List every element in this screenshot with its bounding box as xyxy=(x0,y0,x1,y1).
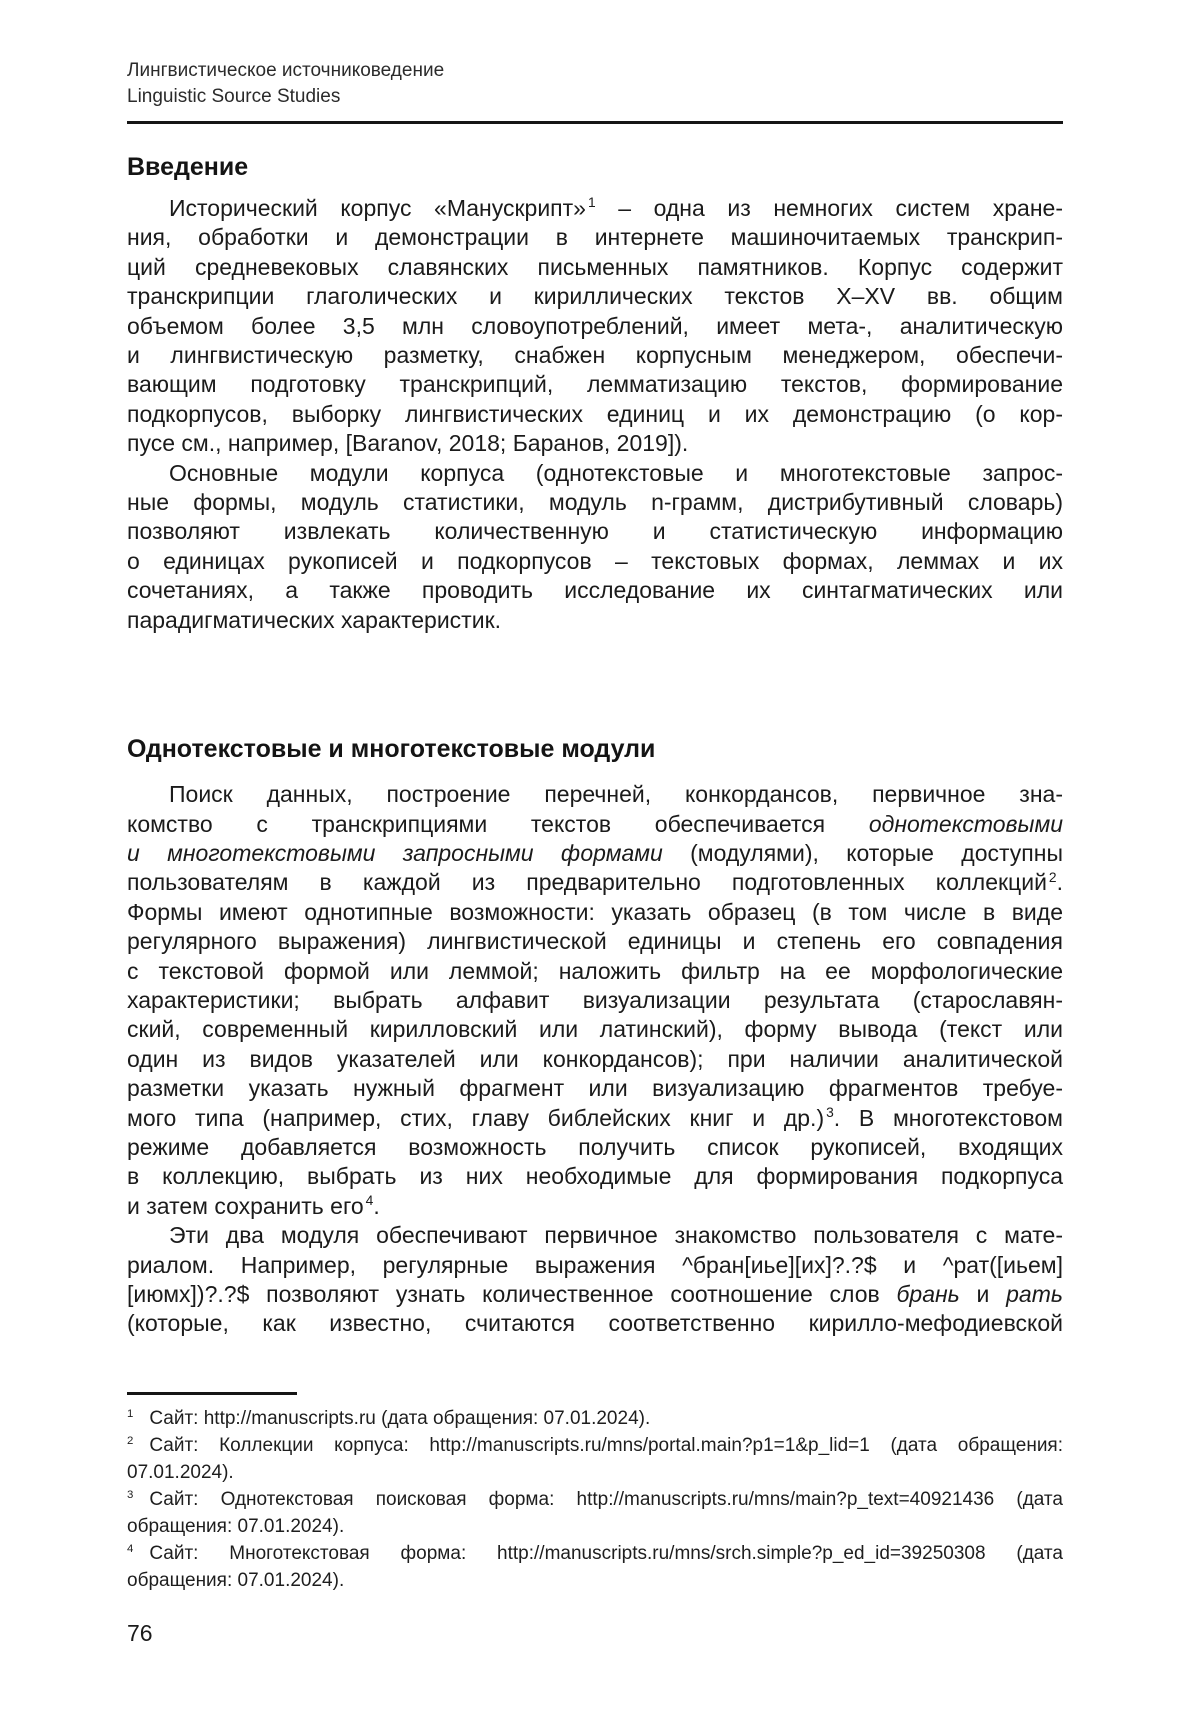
text-line xyxy=(127,429,1063,458)
text-line xyxy=(127,341,1063,370)
italic-run: брань xyxy=(896,1281,960,1307)
text-run: обращения: 07.01.2024). xyxy=(127,1516,345,1537)
text-line xyxy=(127,488,1063,517)
text-run: ния, обработки и демонстрации в интернете машиночитаемых транскрип- xyxy=(127,224,1063,251)
footnote-ref: 4 xyxy=(365,1193,374,1209)
text-run: ский, современный кирилловский или латинский), форму вывода (текст или xyxy=(127,1016,1063,1043)
text-run: в коллекцию, выбрать из них необходимые для формирования подкорпуса xyxy=(127,1163,1063,1190)
text-line xyxy=(127,1309,1063,1338)
text-line xyxy=(127,898,1063,927)
text-line xyxy=(127,606,1063,635)
text-run: транскрипции глаголических и кириллических текстов X–XV вв. общим xyxy=(127,283,1063,310)
running-head-russian: Лингвистическое источниковедение xyxy=(127,60,445,81)
footnotes-area xyxy=(127,1392,1063,1647)
text-run: Исторический корпус «Манускрипт» xyxy=(169,195,586,221)
footnotes-list xyxy=(127,1405,1063,1594)
text-run: (которые, как известно, считаются соответственно кирилло-мефодиевской xyxy=(127,1310,1063,1337)
text-line xyxy=(127,1074,1063,1103)
text-line xyxy=(127,1133,1063,1162)
text-run: риалом. Например, регулярные выражения ^бран[иье][их]?.?$ и ^рат([иьем] xyxy=(127,1251,1063,1278)
text-line xyxy=(127,1162,1063,1191)
section-heading: Однотекстовые и многотекстовые модули xyxy=(127,735,656,764)
text-line xyxy=(127,1513,1063,1540)
text-run: Формы имеют однотипные возможности: указать образец (в том числе в виде xyxy=(127,898,1063,925)
text-line xyxy=(127,1192,1063,1221)
text-run: комство с транскрипциями текстов обеспечивается xyxy=(127,810,869,837)
text-line xyxy=(127,957,1063,986)
footnote xyxy=(127,1540,1063,1594)
text-run: регулярного выражения) лингвистической единицы и степень его совпадения xyxy=(127,928,1063,955)
section-heading: Введение xyxy=(127,153,249,181)
running-head-english: Linguistic Source Studies xyxy=(127,86,341,107)
footnote-marker: 3 xyxy=(127,1488,134,1501)
text-line xyxy=(127,1567,1063,1594)
italic-run: однотекстовыми xyxy=(868,810,1063,837)
footnote-marker: 2 xyxy=(127,1434,134,1447)
text-run: характеристики; выбрать алфавит визуализации результата (старославян- xyxy=(127,986,1063,1013)
text-run: и xyxy=(959,1281,1007,1307)
paragraph xyxy=(127,194,1063,459)
text-line xyxy=(127,517,1063,546)
text-line xyxy=(127,223,1063,252)
footnote xyxy=(127,1405,1063,1432)
footnote xyxy=(127,1432,1063,1486)
italic-run: рать xyxy=(1006,1281,1063,1307)
text-run: подкорпусов, выборку лингвистических единиц и их демонстрацию (о кор- xyxy=(127,400,1063,427)
text-line xyxy=(127,576,1063,605)
text-run: . В многотекстовом xyxy=(833,1104,1063,1131)
text-run: пусе см., например, [Baranov, 2018; Баранов, 2019]). xyxy=(127,430,689,457)
text-line xyxy=(127,986,1063,1015)
running-head xyxy=(127,58,1063,110)
text-run: . xyxy=(373,1192,380,1219)
text-line xyxy=(127,1405,1063,1432)
footnote-marker: 1 xyxy=(127,1407,134,1420)
text-run: режиме добавляется возможность получить список рукописей, входящих xyxy=(127,1133,1063,1160)
text-run: Сайт: Однотекстовая поисковая форма: http://manuscripts.ru/mns/main?p_text=40921436 (дата xyxy=(149,1489,1063,1510)
text-run: ций средневековых славянских письменных памятников. Корпус содержит xyxy=(127,253,1063,280)
text-line xyxy=(127,1432,1063,1459)
text-run: объемом более 3,5 млн словоупотреблений, имеет мета-, аналитическую xyxy=(127,312,1063,339)
text-line xyxy=(127,927,1063,956)
text-run: – одна из немногих систем хране- xyxy=(595,195,1063,221)
text-line xyxy=(127,1280,1063,1309)
text-run: парадигматических характеристик. xyxy=(127,606,502,633)
paragraph xyxy=(127,459,1063,635)
footnote-marker: 4 xyxy=(127,1542,134,1555)
text-run: один из видов указателей или конкордансов); при наличии аналитической xyxy=(127,1045,1063,1072)
text-line xyxy=(127,370,1063,399)
text-run: Сайт: Многотекстовая форма: http://manuscripts.ru/mns/srch.simple?p_ed_id=39250308 (дата xyxy=(149,1543,1063,1564)
text-run: и затем сохранить его xyxy=(127,1192,364,1219)
text-run: с текстовой формой или леммой; наложить фильтр на ее морфологические xyxy=(127,957,1063,984)
text-line xyxy=(127,780,1063,809)
italic-run: и многотекстовыми запросными формами xyxy=(127,839,663,866)
text-run: Эти два модуля обеспечивают первичное знакомство пользователя с мате- xyxy=(169,1222,1063,1249)
text-line xyxy=(127,839,1063,868)
article-body xyxy=(127,151,1063,1339)
text-line xyxy=(127,1540,1063,1567)
text-run: вающим подготовку транскрипций, лемматизацию текстов, формирование xyxy=(127,371,1063,398)
header-rule xyxy=(127,121,1063,124)
text-run: мого типа (например, стих, главу библейских книг и др.) xyxy=(127,1104,825,1131)
text-line xyxy=(127,1045,1063,1074)
text-run: разметки указать нужный фрагмент или визуализацию фрагментов требуе- xyxy=(127,1075,1063,1102)
text-run: о единицах рукописей и подкорпусов – текстовых формах, леммах и их xyxy=(127,547,1063,574)
paragraph xyxy=(127,780,1063,1221)
text-line xyxy=(127,1015,1063,1044)
footnote-ref: 2 xyxy=(1048,869,1057,885)
text-run: позволяют извлекать количественную и статистическую информацию xyxy=(127,518,1063,545)
text-line xyxy=(127,1221,1063,1250)
text-line xyxy=(127,459,1063,488)
text-line xyxy=(127,400,1063,429)
text-line xyxy=(127,282,1063,311)
text-run: (модулями), которые доступны xyxy=(662,839,1063,866)
page-content xyxy=(127,58,1063,1339)
text-run: 07.01.2024). xyxy=(127,1462,234,1483)
footnote-ref: 1 xyxy=(587,195,596,211)
text-run: Сайт: http://manuscripts.ru (дата обращения: 07.01.2024). xyxy=(149,1408,651,1429)
text-line xyxy=(127,810,1063,839)
text-line xyxy=(127,868,1063,897)
text-run: обращения: 07.01.2024). xyxy=(127,1570,345,1591)
text-line xyxy=(127,1459,1063,1486)
text-line xyxy=(127,253,1063,282)
footnote-ref: 3 xyxy=(826,1104,834,1120)
text-run: [июмх])?.?$ позволяют узнать количественное соотношение слов xyxy=(127,1281,897,1307)
text-run: . xyxy=(1056,869,1063,896)
text-line xyxy=(127,312,1063,341)
text-run: Основные модули корпуса (однотекстовые и многотекстовые запрос- xyxy=(169,459,1063,486)
text-run: ные формы, модуль статистики, модуль n-грамм, дистрибутивный словарь) xyxy=(127,489,1063,516)
footnote-separator-rule xyxy=(127,1392,297,1395)
text-line xyxy=(127,1251,1063,1280)
text-run: сочетаниях, а также проводить исследование их синтагматических или xyxy=(127,577,1063,604)
text-line xyxy=(127,547,1063,576)
text-line xyxy=(127,1104,1063,1133)
text-run: пользователям в каждой из предварительно подготовленных коллекций xyxy=(127,869,1047,896)
text-run: и лингвистическую разметку, снабжен корпусным менеджером, обеспечи- xyxy=(127,342,1063,369)
text-run: Сайт: Коллекции корпуса: http://manuscripts.ru/mns/portal.main?p1=1&p_lid=1 (дата обращения: xyxy=(149,1435,1063,1456)
text-run: Поиск данных, построение перечней, конкордансов, первичное зна- xyxy=(169,781,1063,808)
paragraph xyxy=(127,1221,1063,1339)
footnote xyxy=(127,1486,1063,1540)
text-line xyxy=(127,1486,1063,1513)
page-number: 76 xyxy=(127,1620,153,1646)
text-line xyxy=(127,194,1063,223)
